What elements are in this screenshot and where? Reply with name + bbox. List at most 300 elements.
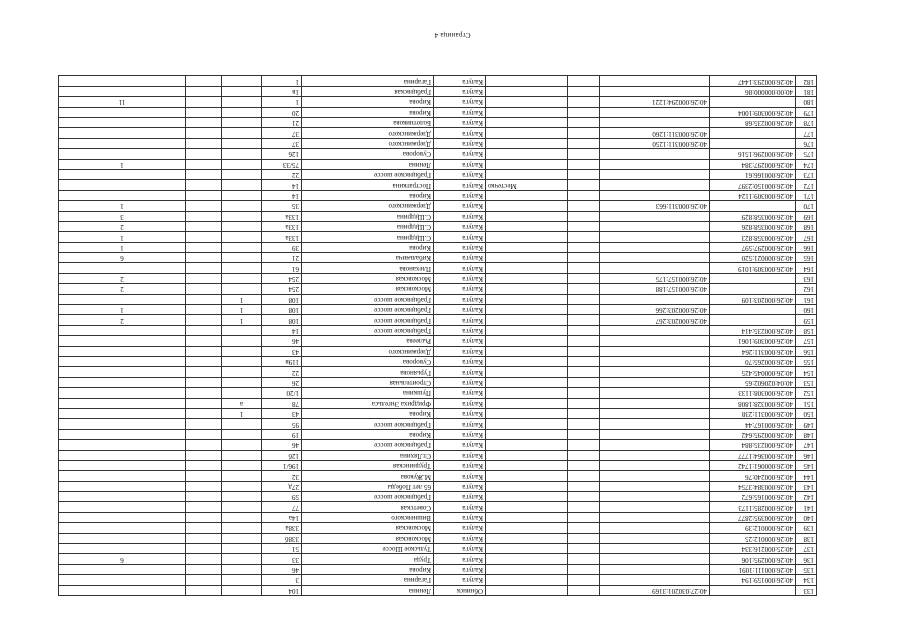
row-number-cell: 161 xyxy=(796,294,817,304)
unit-cell xyxy=(59,419,186,429)
table-row xyxy=(59,325,817,335)
cadastral-number-alt-cell xyxy=(600,180,710,190)
house-number-cell: 46 xyxy=(262,564,302,574)
table-row xyxy=(59,450,817,460)
cadastral-number-cell: 40:26:000265:70 xyxy=(710,357,796,367)
unit-cell: 11 xyxy=(59,97,186,107)
street-cell: Труднинская xyxy=(302,460,434,470)
cadastral-number-alt-cell xyxy=(600,346,710,356)
cadastral-number-alt-cell: 40:26:000157:188 xyxy=(600,284,710,294)
object-type-cell xyxy=(486,263,568,273)
row-number-cell: 163 xyxy=(796,273,817,283)
object-type-cell xyxy=(486,325,568,335)
row-number-cell: 138 xyxy=(796,533,817,543)
table-row xyxy=(59,149,817,159)
building-cell xyxy=(222,554,262,564)
extra-cell xyxy=(186,367,222,377)
cadastral-number-alt-cell xyxy=(600,544,710,554)
extra-cell xyxy=(186,138,222,148)
extra-cell xyxy=(186,575,222,585)
row-number-cell: 160 xyxy=(796,305,817,315)
row-number-cell: 145 xyxy=(796,460,817,470)
empty-cell xyxy=(568,201,600,211)
row-number-cell: 159 xyxy=(796,315,817,325)
house-number-cell: 108 xyxy=(262,305,302,315)
unit-cell xyxy=(59,377,186,387)
row-number-cell: 140 xyxy=(796,512,817,522)
cadastral-number-cell: 40:26:000309:1124 xyxy=(710,190,796,200)
city-cell: Калуга xyxy=(434,263,486,273)
cadastral-number-cell: 40:26:000395:2877 xyxy=(710,512,796,522)
building-cell xyxy=(222,273,262,283)
building-cell xyxy=(222,221,262,231)
unit-cell: 6 xyxy=(59,253,186,263)
city-cell: Калуга xyxy=(434,253,486,263)
object-type-cell xyxy=(486,201,568,211)
table-row xyxy=(59,398,817,408)
cadastral-number-alt-cell xyxy=(600,149,710,159)
cadastral-number-alt-cell xyxy=(600,325,710,335)
empty-cell xyxy=(568,544,600,554)
city-cell: Калуга xyxy=(434,325,486,335)
extra-cell xyxy=(186,564,222,574)
city-cell: Калуга xyxy=(434,149,486,159)
object-type-cell xyxy=(486,294,568,304)
street-cell: 65 лет Победы xyxy=(302,481,434,491)
building-cell xyxy=(222,357,262,367)
house-number-cell: 61 xyxy=(262,263,302,273)
object-type-cell xyxy=(486,159,568,169)
unit-cell xyxy=(59,460,186,470)
cadastral-number-cell: 40:26:000165:672 xyxy=(710,492,796,502)
unit-cell xyxy=(59,471,186,481)
cadastral-number-cell: 40:26:000364:1777 xyxy=(710,450,796,460)
cadastral-number-cell: 40:26:000240:76 xyxy=(710,471,796,481)
object-type-cell xyxy=(486,367,568,377)
extra-cell xyxy=(186,315,222,325)
row-number-cell: 142 xyxy=(796,492,817,502)
cadastral-number-cell: 40:00:000000:86 xyxy=(710,86,796,96)
house-number-cell: 95 xyxy=(262,419,302,429)
unit-cell: 1 xyxy=(59,201,186,211)
extra-cell xyxy=(186,76,222,86)
house-number-cell: 108 xyxy=(262,294,302,304)
cadastral-number-alt-cell xyxy=(600,76,710,86)
city-cell: Калуга xyxy=(434,554,486,564)
house-number-cell: 133а xyxy=(262,221,302,231)
cadastral-number-cell: 40:26:000150:2397 xyxy=(710,180,796,190)
table-row xyxy=(59,564,817,574)
empty-cell xyxy=(568,305,600,315)
row-number-cell: 181 xyxy=(796,86,817,96)
table-row xyxy=(59,523,817,533)
object-type-cell xyxy=(486,97,568,107)
street-cell: Болотникова xyxy=(302,118,434,128)
extra-cell xyxy=(186,502,222,512)
extra-cell xyxy=(186,107,222,117)
house-number-cell: 78 xyxy=(262,398,302,408)
extra-cell xyxy=(186,201,222,211)
city-cell: Калуга xyxy=(434,118,486,128)
object-type-cell xyxy=(486,471,568,481)
unit-cell xyxy=(59,325,186,335)
extra-cell xyxy=(186,180,222,190)
unit-cell: 2 xyxy=(59,221,186,231)
building-cell xyxy=(222,481,262,491)
cadastral-number-cell xyxy=(710,273,796,283)
extra-cell xyxy=(186,190,222,200)
unit-cell: 1 xyxy=(59,232,186,242)
empty-cell xyxy=(568,481,600,491)
row-number-cell: 137 xyxy=(796,544,817,554)
house-number-cell: 133а xyxy=(262,211,302,221)
row-number-cell: 172 xyxy=(796,180,817,190)
extra-cell xyxy=(186,523,222,533)
row-number-cell: 169 xyxy=(796,211,817,221)
object-type-cell xyxy=(486,523,568,533)
building-cell xyxy=(222,149,262,159)
building-cell xyxy=(222,575,262,585)
cadastral-number-cell: 40:26:000296:1516 xyxy=(710,149,796,159)
empty-cell xyxy=(568,169,600,179)
empty-cell xyxy=(568,336,600,346)
object-type-cell xyxy=(486,564,568,574)
house-number-cell: 51 xyxy=(262,544,302,554)
row-number-cell: 151 xyxy=(796,398,817,408)
row-number-cell: 154 xyxy=(796,367,817,377)
street-cell: Грабцевское шоссе xyxy=(302,305,434,315)
house-number-cell: 108 xyxy=(262,315,302,325)
unit-cell xyxy=(59,450,186,460)
cadastral-number-cell: 40:26:000235:68 xyxy=(710,118,796,128)
table-row xyxy=(59,357,817,367)
extra-cell xyxy=(186,253,222,263)
unit-cell xyxy=(59,367,186,377)
street-cell: Ленина xyxy=(302,159,434,169)
building-cell: 1 xyxy=(222,315,262,325)
table-row xyxy=(59,336,817,346)
street-cell: Кирова xyxy=(302,107,434,117)
table-row xyxy=(59,585,817,595)
street-cell: Кибальчича xyxy=(302,253,434,263)
building-cell: 1 xyxy=(222,408,262,418)
unit-cell: 2 xyxy=(59,273,186,283)
table-row xyxy=(59,284,817,294)
table-row xyxy=(59,315,817,325)
cadastral-number-alt-cell xyxy=(600,554,710,564)
cadastral-number-alt-cell xyxy=(600,460,710,470)
house-number-cell: 27д xyxy=(262,481,302,491)
row-number-cell: 168 xyxy=(796,221,817,231)
table-row xyxy=(59,305,817,315)
object-type-cell xyxy=(486,128,568,138)
unit-cell xyxy=(59,440,186,450)
row-number-cell: 178 xyxy=(796,118,817,128)
unit-cell: 2 xyxy=(59,315,186,325)
object-type-cell xyxy=(486,242,568,252)
street-cell: Дзержинского xyxy=(302,201,434,211)
object-type-cell xyxy=(486,512,568,522)
object-type-cell xyxy=(486,450,568,460)
row-number-cell: 166 xyxy=(796,242,817,252)
city-cell: Калуга xyxy=(434,460,486,470)
object-type-cell xyxy=(486,377,568,387)
street-cell: Рылеева xyxy=(302,336,434,346)
empty-cell xyxy=(568,180,600,190)
cadastral-number-alt-cell xyxy=(600,232,710,242)
street-cell: М.Жукова xyxy=(302,471,434,481)
table-row xyxy=(59,512,817,522)
city-cell: Калуга xyxy=(434,575,486,585)
empty-cell xyxy=(568,263,600,273)
city-cell: Калуга xyxy=(434,544,486,554)
cadastral-number-alt-cell: 40:27:030201:3169 xyxy=(600,585,710,595)
row-number-cell: 165 xyxy=(796,253,817,263)
building-cell: а xyxy=(222,398,262,408)
city-cell: Калуга xyxy=(434,419,486,429)
cadastral-number-cell: 40:26:000167:44 xyxy=(710,419,796,429)
object-type-cell xyxy=(486,86,568,96)
object-type-cell xyxy=(486,440,568,450)
table-row xyxy=(59,76,817,86)
unit-cell xyxy=(59,523,186,533)
extra-cell xyxy=(186,544,222,554)
cadastral-number-cell: 40:26:000012:25 xyxy=(710,533,796,543)
row-number-cell: 156 xyxy=(796,346,817,356)
extra-cell xyxy=(186,159,222,169)
table-row xyxy=(59,367,817,377)
cadastral-number-alt-cell: 40:26:000311:1250 xyxy=(600,138,710,148)
street-cell: Московская xyxy=(302,273,434,283)
row-number-cell: 149 xyxy=(796,419,817,429)
object-type-cell xyxy=(486,118,568,128)
street-cell: Грабцевская xyxy=(302,86,434,96)
building-cell xyxy=(222,263,262,273)
city-cell: Калуга xyxy=(434,523,486,533)
cadastral-number-cell: 40:04:020602:65 xyxy=(710,377,796,387)
row-number-cell: 162 xyxy=(796,284,817,294)
empty-cell xyxy=(568,284,600,294)
cadastral-number-cell xyxy=(710,201,796,211)
row-number-cell: 135 xyxy=(796,564,817,574)
street-cell: Ст.Ляхина xyxy=(302,450,434,460)
street-cell: Грабцевское шоссе xyxy=(302,325,434,335)
house-number-cell: 133а xyxy=(262,232,302,242)
street-cell: С.Щедрина xyxy=(302,232,434,242)
city-cell: Калуга xyxy=(434,97,486,107)
city-cell: Калуга xyxy=(434,76,486,86)
city-cell: Калуга xyxy=(434,107,486,117)
object-type-cell xyxy=(486,357,568,367)
building-cell xyxy=(222,388,262,398)
cadastral-number-alt-cell xyxy=(600,471,710,481)
empty-cell xyxy=(568,408,600,418)
unit-cell xyxy=(59,336,186,346)
object-type-cell xyxy=(486,544,568,554)
empty-cell xyxy=(568,377,600,387)
cadastral-number-alt-cell xyxy=(600,221,710,231)
object-type-cell xyxy=(486,492,568,502)
row-number-cell: 136 xyxy=(796,554,817,564)
cadastral-number-cell xyxy=(710,128,796,138)
row-number-cell: 174 xyxy=(796,159,817,169)
table-row xyxy=(59,190,817,200)
house-number-cell: 14а xyxy=(262,512,302,522)
empty-cell xyxy=(568,564,600,574)
extra-cell xyxy=(186,284,222,294)
extra-cell xyxy=(186,512,222,522)
unit-cell xyxy=(59,180,186,190)
building-cell xyxy=(222,138,262,148)
city-cell: Калуга xyxy=(434,481,486,491)
cadastral-number-alt-cell xyxy=(600,118,710,128)
cadastral-number-alt-cell xyxy=(600,564,710,574)
unit-cell: 1 xyxy=(59,305,186,315)
extra-cell xyxy=(186,357,222,367)
cadastral-number-alt-cell xyxy=(600,502,710,512)
city-cell: Калуга xyxy=(434,305,486,315)
cadastral-number-cell: 40:26:000308:1133 xyxy=(710,388,796,398)
object-type-cell xyxy=(486,336,568,346)
table-row xyxy=(59,128,817,138)
row-number-cell: 143 xyxy=(796,481,817,491)
house-number-cell: 33 xyxy=(262,554,302,564)
row-number-cell: 170 xyxy=(796,201,817,211)
unit-cell xyxy=(59,429,186,439)
cadastral-number-cell xyxy=(710,138,796,148)
cadastral-number-cell: 40:26:000309:1019 xyxy=(710,263,796,273)
extra-cell xyxy=(186,305,222,315)
empty-cell xyxy=(568,585,600,595)
data-table xyxy=(58,75,817,596)
row-number-cell: 177 xyxy=(796,128,817,138)
city-cell: Калуга xyxy=(434,377,486,387)
table-row xyxy=(59,346,817,356)
street-cell: Строительная xyxy=(302,377,434,387)
table-row xyxy=(59,419,817,429)
house-number-cell: 338б xyxy=(262,533,302,543)
cadastral-number-cell xyxy=(710,315,796,325)
building-cell xyxy=(222,440,262,450)
building-cell xyxy=(222,159,262,169)
building-cell xyxy=(222,107,262,117)
cadastral-number-alt-cell xyxy=(600,159,710,169)
building-cell xyxy=(222,128,262,138)
extra-cell xyxy=(186,325,222,335)
cadastral-number-cell: 40:26:000358:823 xyxy=(710,232,796,242)
unit-cell xyxy=(59,492,186,502)
city-cell: Калуга xyxy=(434,190,486,200)
street-cell: Пушкина xyxy=(302,388,434,398)
cadastral-number-cell: 40:26:000111:1091 xyxy=(710,564,796,574)
cadastral-number-cell: 40:26:000045:425 xyxy=(710,367,796,377)
row-number-cell: 148 xyxy=(796,429,817,439)
object-type-cell xyxy=(486,346,568,356)
cadastral-number-alt-cell: 40:26:000203:267 xyxy=(600,315,710,325)
empty-cell xyxy=(568,190,600,200)
extra-cell xyxy=(186,471,222,481)
house-number-cell: 119в xyxy=(262,357,302,367)
table-row xyxy=(59,138,817,148)
empty-cell xyxy=(568,242,600,252)
empty-cell xyxy=(568,97,600,107)
row-number-cell: 157 xyxy=(796,336,817,346)
house-number-cell: 46 xyxy=(262,336,302,346)
row-number-cell: 152 xyxy=(796,388,817,398)
cadastral-number-alt-cell xyxy=(600,86,710,96)
empty-cell xyxy=(568,460,600,470)
empty-cell xyxy=(568,128,600,138)
object-type-cell xyxy=(486,273,568,283)
unit-cell xyxy=(59,346,186,356)
cadastral-number-cell: 40:26:000297:597 xyxy=(710,242,796,252)
cadastral-number-alt-cell xyxy=(600,357,710,367)
unit-cell xyxy=(59,263,186,273)
unit-cell xyxy=(59,502,186,512)
cadastral-number-cell: 40:26:000295:642 xyxy=(710,429,796,439)
empty-cell xyxy=(568,211,600,221)
empty-cell xyxy=(568,325,600,335)
house-number-cell: 75/33 xyxy=(262,159,302,169)
street-cell: Кирова xyxy=(302,242,434,252)
cadastral-number-alt-cell xyxy=(600,440,710,450)
empty-cell xyxy=(568,471,600,481)
table-row xyxy=(59,232,817,242)
table-row xyxy=(59,388,817,398)
extra-cell xyxy=(186,211,222,221)
city-cell: Калуга xyxy=(434,273,486,283)
extra-cell xyxy=(186,554,222,564)
unit-cell xyxy=(59,575,186,585)
building-cell xyxy=(222,253,262,263)
building-cell xyxy=(222,564,262,574)
house-number-cell: 104 xyxy=(262,585,302,595)
building-cell xyxy=(222,523,262,533)
house-number-cell: 3 xyxy=(262,575,302,585)
table-row xyxy=(59,492,817,502)
empty-cell xyxy=(568,118,600,128)
empty-cell xyxy=(568,398,600,408)
house-number-cell: 21 xyxy=(262,253,302,263)
street-cell: Кирова xyxy=(302,408,434,418)
row-number-cell: 147 xyxy=(796,440,817,450)
cadastral-number-alt-cell xyxy=(600,107,710,117)
object-type-cell xyxy=(486,211,568,221)
cadastral-number-cell: 40:26:000235:414 xyxy=(710,325,796,335)
extra-cell xyxy=(186,273,222,283)
object-type-cell: Местечко xyxy=(486,180,568,190)
street-cell: Дзержинского xyxy=(302,128,434,138)
cadastral-number-alt-cell xyxy=(600,263,710,273)
building-cell xyxy=(222,76,262,86)
unit-cell xyxy=(59,544,186,554)
table-row xyxy=(59,211,817,221)
row-number-cell: 146 xyxy=(796,450,817,460)
city-cell: Калуга xyxy=(434,86,486,96)
street-cell: Грабцевское шоссе xyxy=(302,169,434,179)
street-cell: Плеханова xyxy=(302,263,434,273)
cadastral-number-alt-cell xyxy=(600,492,710,502)
empty-cell xyxy=(568,429,600,439)
city-cell: Калуга xyxy=(434,221,486,231)
unit-cell xyxy=(59,388,186,398)
house-number-cell: 254 xyxy=(262,284,302,294)
street-cell: Московская xyxy=(302,533,434,543)
unit-cell: 2 xyxy=(59,284,186,294)
city-cell: Калуга xyxy=(434,388,486,398)
city-cell: Калуга xyxy=(434,492,486,502)
house-number-cell: 22 xyxy=(262,169,302,179)
